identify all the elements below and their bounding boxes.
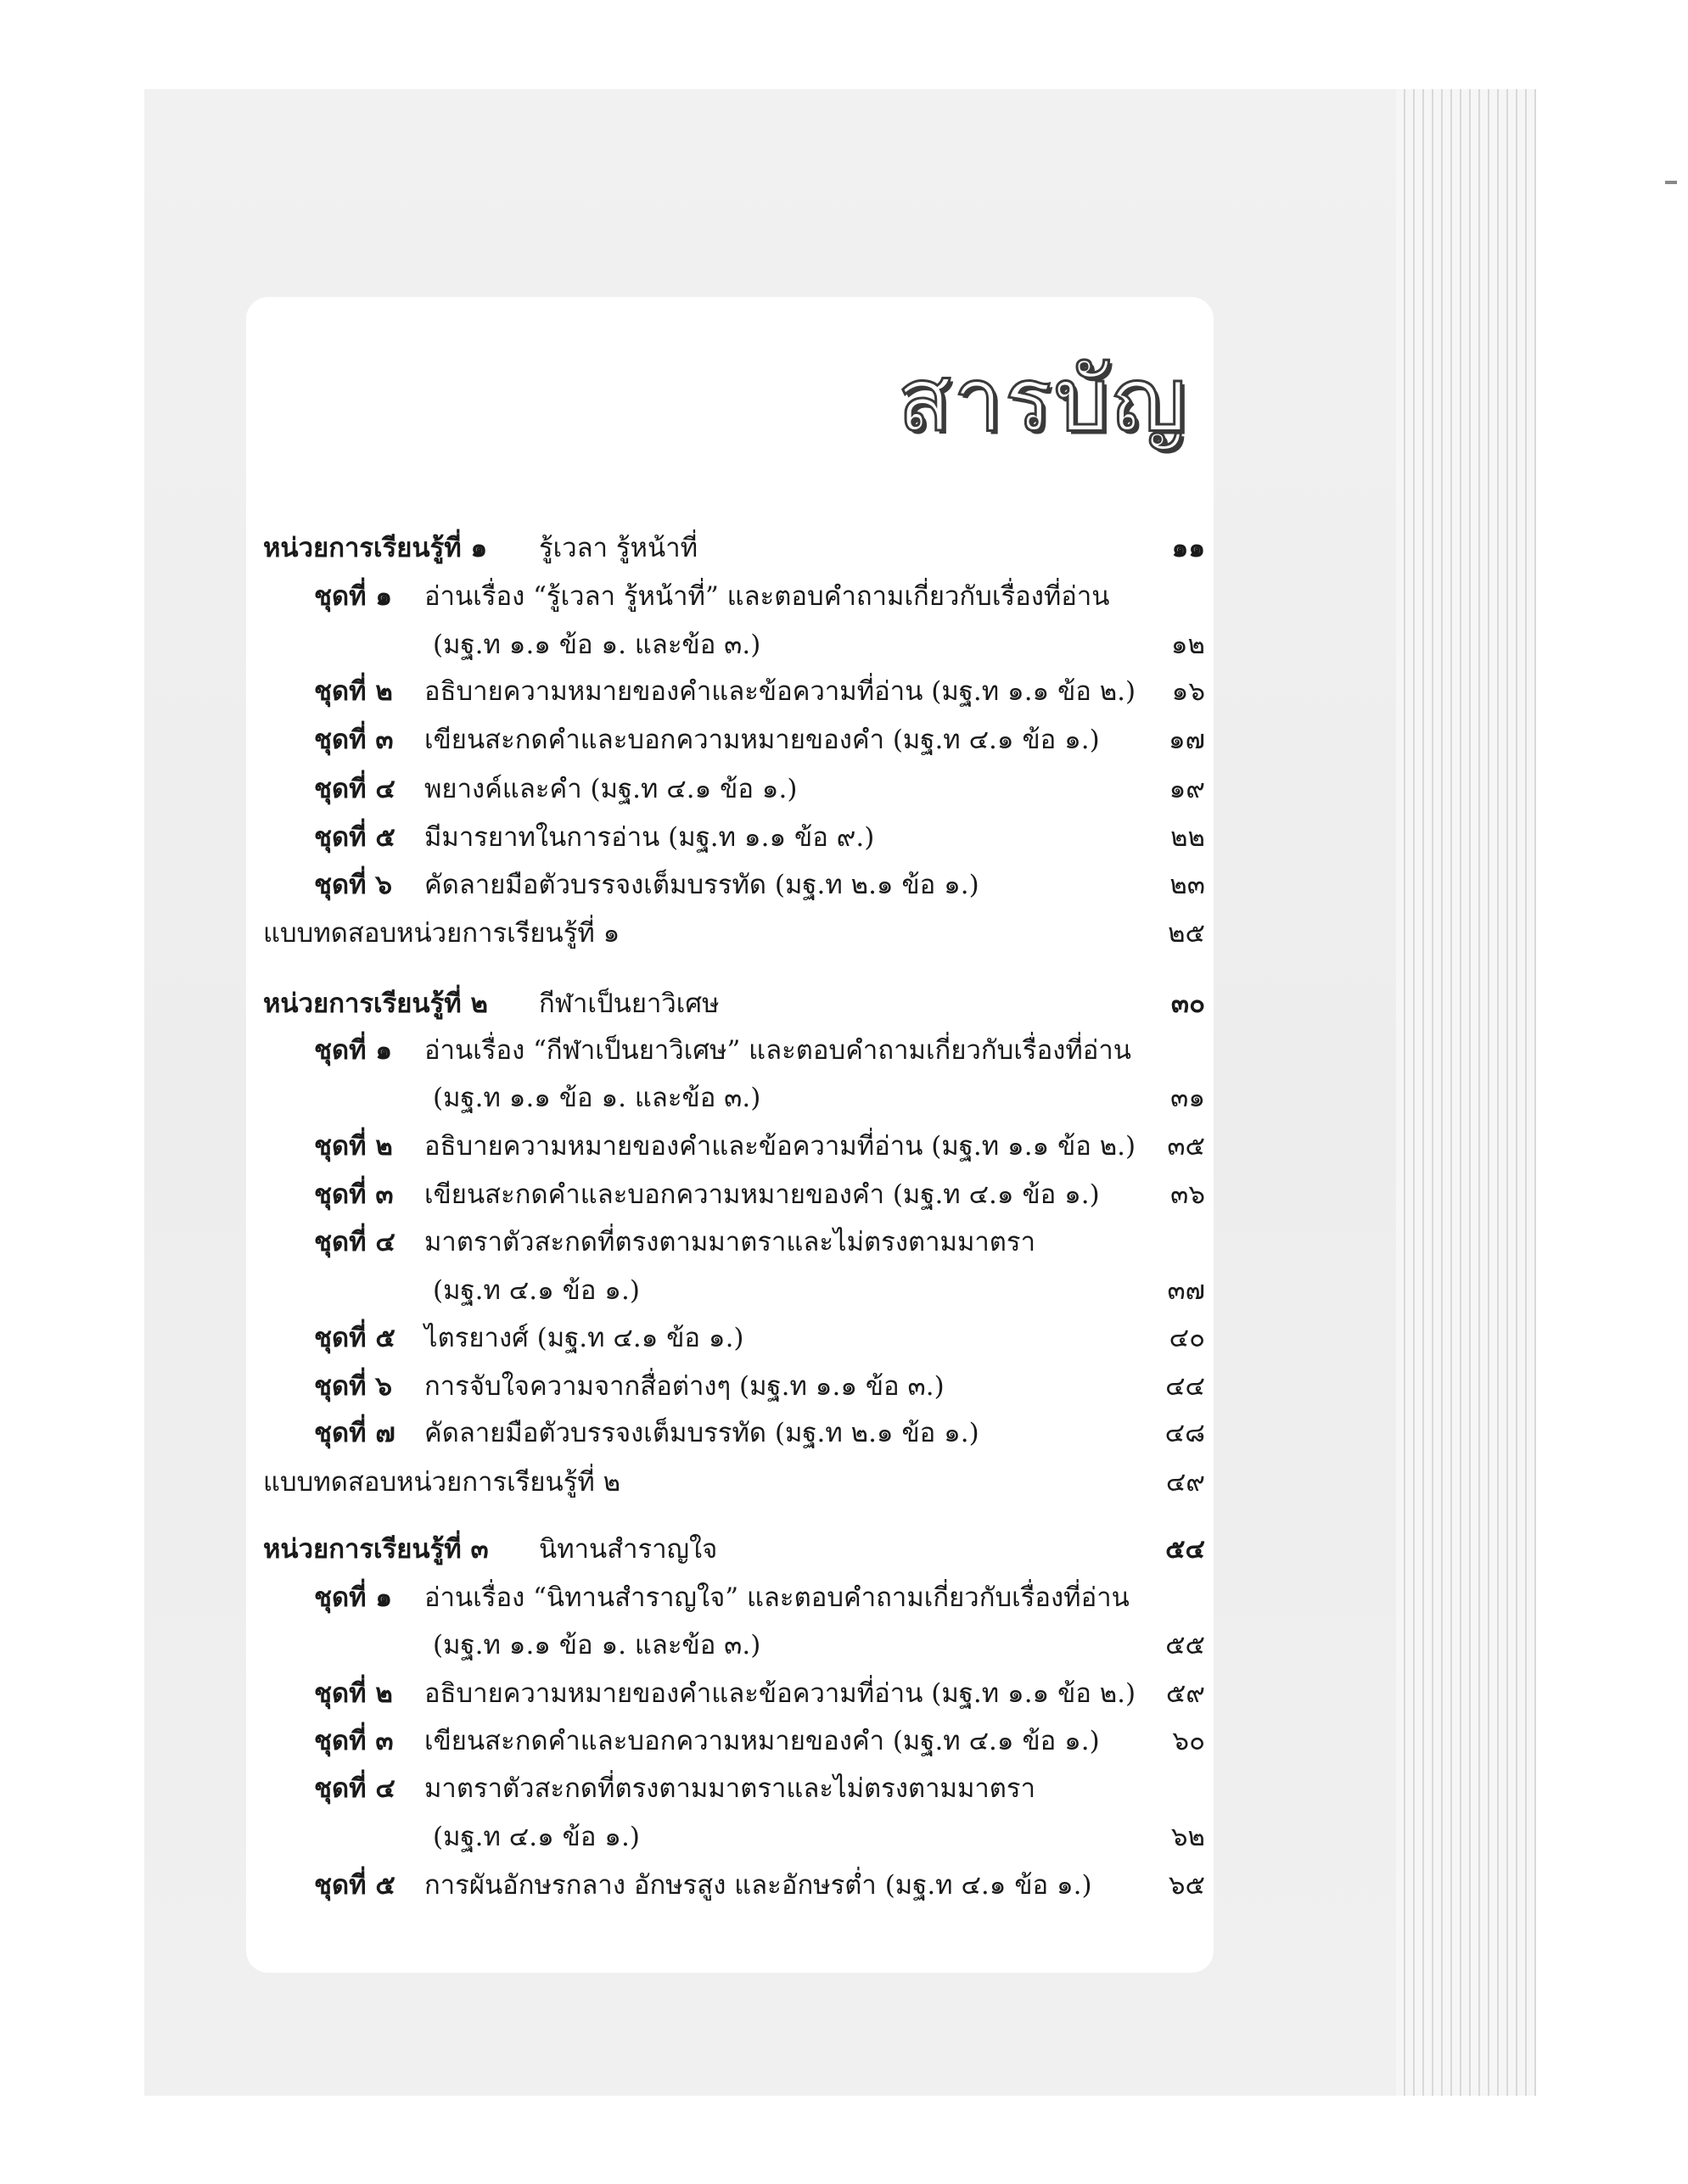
page-number: ๓๐ bbox=[1170, 988, 1205, 1019]
set-label: ชุดที่ ๗ bbox=[314, 1418, 395, 1448]
page-number: ๕๕ bbox=[1165, 1630, 1205, 1660]
page-number: ๒๒ bbox=[1170, 822, 1205, 853]
test-label: แบบทดสอบหน่วยการเรียนรู้ที่ ๒ bbox=[263, 1467, 621, 1498]
set-label: ชุดที่ ๒ bbox=[314, 676, 393, 707]
toc-unit-row bbox=[263, 524, 1205, 572]
toc-item-row bbox=[263, 1267, 1205, 1314]
page-number: ๑๑ bbox=[1171, 533, 1205, 563]
toc-heading: สารบัญ bbox=[897, 348, 1188, 451]
toc-item-row bbox=[263, 668, 1205, 715]
set-text-continued: (มฐ.ท ๑.๑ ข้อ ๑. และข้อ ๓.) bbox=[433, 630, 761, 660]
set-label: ชุดที่ ๔ bbox=[314, 1227, 395, 1257]
toc-item-row bbox=[263, 1074, 1205, 1122]
page-number: ๖๐ bbox=[1172, 1726, 1205, 1756]
page-number: ๔๙ bbox=[1165, 1467, 1205, 1498]
toc-item-row bbox=[263, 1409, 1205, 1457]
page-number: ๑๗ bbox=[1169, 725, 1205, 755]
toc-item-row bbox=[263, 621, 1205, 669]
page-number: ๖๕ bbox=[1168, 1870, 1205, 1901]
set-label: ชุดที่ ๕ bbox=[314, 822, 395, 853]
set-text: ไตรยางศ์ (มฐ.ท ๔.๑ ข้อ ๑.) bbox=[424, 1323, 744, 1353]
page-number: ๔๐ bbox=[1169, 1323, 1205, 1353]
set-label: ชุดที่ ๕ bbox=[314, 1870, 395, 1901]
toc-item-row bbox=[263, 1218, 1205, 1266]
set-text: อ่านเรื่อง “รู้เวลา รู้หน้าที่” และตอบคำถามเกี่ยวกับเรื่องที่อ่าน bbox=[424, 581, 1110, 612]
page-number: ๔๔ bbox=[1165, 1371, 1205, 1402]
toc-item-row bbox=[263, 1171, 1205, 1218]
set-text: การจับใจความจากสื่อต่างๆ (มฐ.ท ๑.๑ ข้อ ๓.) bbox=[424, 1371, 945, 1402]
set-label: ชุดที่ ๒ bbox=[314, 1131, 393, 1162]
scan-corner-mark bbox=[1665, 181, 1677, 184]
set-text: คัดลายมือตัวบรรจงเต็มบรรทัด (มฐ.ท ๒.๑ ข้อ ๑.) bbox=[424, 1418, 979, 1448]
set-text: มาตราตัวสะกดที่ตรงตามมาตราและไม่ตรงตามมาตรา bbox=[424, 1773, 1035, 1804]
page-number: ๑๖ bbox=[1171, 676, 1205, 707]
toc-test-row bbox=[263, 910, 1205, 957]
set-text: อธิบายความหมายของคำและข้อความที่อ่าน (มฐ.ท ๑.๑ ข้อ ๒.) bbox=[424, 1678, 1136, 1709]
toc-test-row bbox=[263, 1459, 1205, 1506]
page-edge-stripes bbox=[1396, 89, 1536, 2096]
page-number: ๔๘ bbox=[1164, 1418, 1205, 1448]
page-number: ๓๖ bbox=[1170, 1179, 1205, 1210]
unit-label: หน่วยการเรียนรู้ที่ ๒ bbox=[263, 988, 488, 1019]
page-number: ๑๒ bbox=[1170, 630, 1205, 660]
unit-title: รู้เวลา รู้หน้าที่ bbox=[539, 533, 698, 563]
set-label: ชุดที่ ๑ bbox=[314, 1582, 393, 1613]
set-text: อธิบายความหมายของคำและข้อความที่อ่าน (มฐ.ท ๑.๑ ข้อ ๒.) bbox=[424, 1131, 1136, 1162]
unit-title: กีฬาเป็นยาวิเศษ bbox=[539, 988, 720, 1019]
set-label: ชุดที่ ๕ bbox=[314, 1323, 395, 1353]
toc-card bbox=[246, 297, 1214, 1973]
page-number: ๓๑ bbox=[1170, 1083, 1205, 1113]
set-label: ชุดที่ ๓ bbox=[314, 1179, 394, 1210]
set-text: เขียนสะกดคำและบอกความหมายของคำ (มฐ.ท ๔.๑ ข้อ ๑.) bbox=[424, 1726, 1100, 1756]
set-label: ชุดที่ ๔ bbox=[314, 1773, 395, 1804]
page-number: ๖๒ bbox=[1170, 1822, 1205, 1852]
page-number: ๕๙ bbox=[1165, 1678, 1205, 1709]
set-label: ชุดที่ ๖ bbox=[314, 870, 393, 900]
toc-item-row bbox=[263, 814, 1205, 861]
set-label: ชุดที่ ๒ bbox=[314, 1678, 393, 1709]
page-number: ๓๗ bbox=[1167, 1275, 1205, 1306]
set-text: มีมารยาทในการอ่าน (มฐ.ท ๑.๑ ข้อ ๙.) bbox=[424, 822, 875, 853]
set-label: ชุดที่ ๓ bbox=[314, 1726, 394, 1756]
set-text-continued: (มฐ.ท ๔.๑ ข้อ ๑.) bbox=[433, 1275, 640, 1306]
toc-unit-row bbox=[263, 980, 1205, 1028]
set-text: อ่านเรื่อง “กีฬาเป็นยาวิเศษ” และตอบคำถามเกี่ยวกับเรื่องที่อ่าน bbox=[424, 1035, 1131, 1066]
set-text: อธิบายความหมายของคำและข้อความที่อ่าน (มฐ.ท ๑.๑ ข้อ ๒.) bbox=[424, 676, 1136, 707]
toc-item-row bbox=[263, 765, 1205, 813]
set-text-continued: (มฐ.ท ๔.๑ ข้อ ๑.) bbox=[433, 1822, 640, 1852]
set-label: ชุดที่ ๔ bbox=[314, 774, 395, 804]
toc-item-row bbox=[263, 861, 1205, 909]
toc-item-row bbox=[263, 1363, 1205, 1410]
set-text: เขียนสะกดคำและบอกความหมายของคำ (มฐ.ท ๔.๑ ข้อ ๑.) bbox=[424, 1179, 1100, 1210]
toc-item-row bbox=[263, 1123, 1205, 1170]
set-text-continued: (มฐ.ท ๑.๑ ข้อ ๑. และข้อ ๓.) bbox=[433, 1630, 761, 1660]
toc-item-row bbox=[263, 1765, 1205, 1812]
test-label: แบบทดสอบหน่วยการเรียนรู้ที่ ๑ bbox=[263, 918, 620, 949]
set-text-continued: (มฐ.ท ๑.๑ ข้อ ๑. และข้อ ๓.) bbox=[433, 1083, 761, 1113]
set-label: ชุดที่ ๖ bbox=[314, 1371, 393, 1402]
unit-label: หน่วยการเรียนรู้ที่ ๑ bbox=[263, 533, 488, 563]
page-number: ๒๓ bbox=[1169, 870, 1205, 900]
toc-item-row bbox=[263, 1621, 1205, 1669]
unit-title: นิทานสำราญใจ bbox=[539, 1534, 718, 1565]
set-label: ชุดที่ ๓ bbox=[314, 725, 394, 755]
toc-item-row bbox=[263, 1717, 1205, 1765]
toc-item-row bbox=[263, 1862, 1205, 1909]
page-number: ๑๙ bbox=[1169, 774, 1205, 804]
unit-label: หน่วยการเรียนรู้ที่ ๓ bbox=[263, 1534, 489, 1565]
toc-item-row bbox=[263, 1813, 1205, 1861]
set-text: เขียนสะกดคำและบอกความหมายของคำ (มฐ.ท ๔.๑ ข้อ ๑.) bbox=[424, 725, 1100, 755]
toc-item-row bbox=[263, 1670, 1205, 1717]
set-text: พยางค์และคำ (มฐ.ท ๔.๑ ข้อ ๑.) bbox=[424, 774, 798, 804]
toc-item-row bbox=[263, 1314, 1205, 1362]
toc-item-row bbox=[263, 716, 1205, 764]
toc-item-row bbox=[263, 1027, 1205, 1074]
set-text: อ่านเรื่อง “นิทานสำราญใจ” และตอบคำถามเกี่ยวกับเรื่องที่อ่าน bbox=[424, 1582, 1130, 1613]
set-text: การผันอักษรกลาง อักษรสูง และอักษรต่ำ (มฐ.ท ๔.๑ ข้อ ๑.) bbox=[424, 1870, 1092, 1901]
page-number: ๓๕ bbox=[1167, 1131, 1205, 1162]
page-number: ๒๕ bbox=[1168, 918, 1205, 949]
set-text: คัดลายมือตัวบรรจงเต็มบรรทัด (มฐ.ท ๒.๑ ข้อ ๑.) bbox=[424, 870, 979, 900]
toc-unit-row bbox=[263, 1526, 1205, 1573]
page-number: ๕๔ bbox=[1165, 1534, 1205, 1565]
set-label: ชุดที่ ๑ bbox=[314, 1035, 393, 1066]
toc-item-row bbox=[263, 1574, 1205, 1621]
set-label: ชุดที่ ๑ bbox=[314, 581, 393, 612]
toc-item-row bbox=[263, 573, 1205, 620]
set-text: มาตราตัวสะกดที่ตรงตามมาตราและไม่ตรงตามมาตรา bbox=[424, 1227, 1035, 1257]
